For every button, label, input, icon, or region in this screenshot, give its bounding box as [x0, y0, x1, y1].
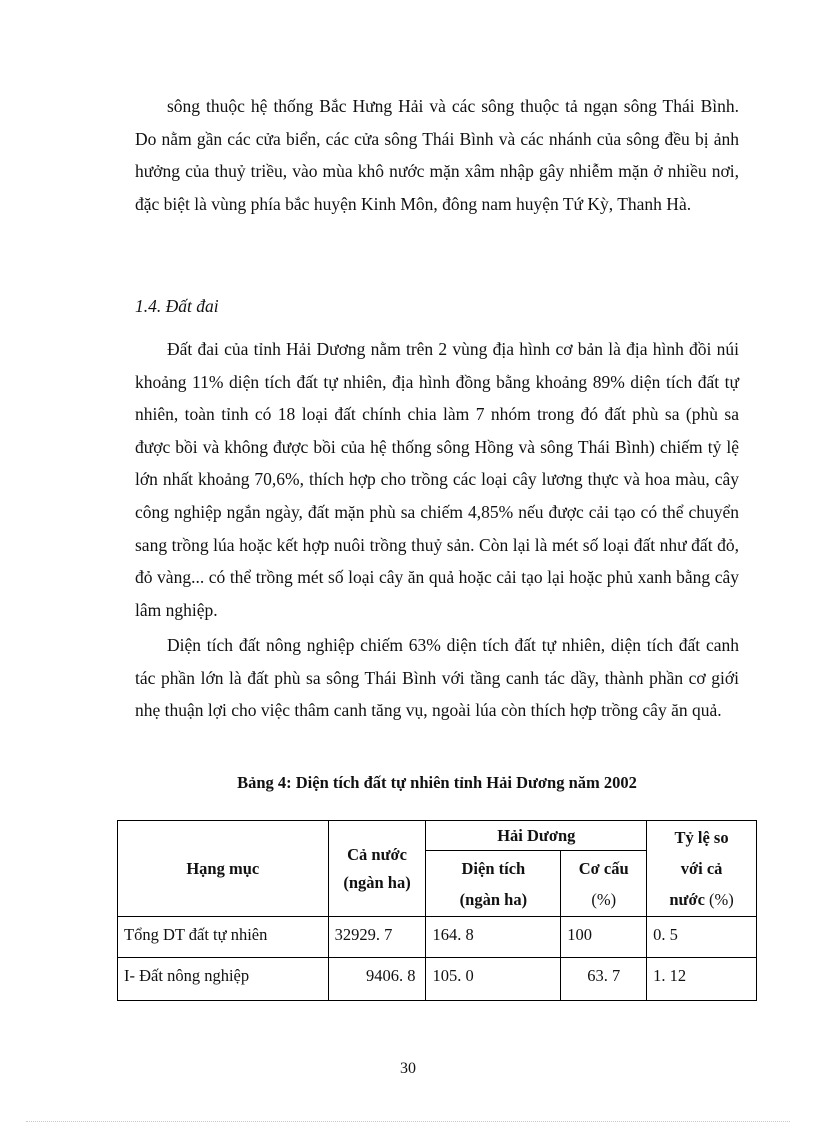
header-structure-line2: (%)	[591, 889, 617, 909]
paragraph-land-overview: Đất đai của tỉnh Hải Dương nằm trên 2 vùng địa hình cơ bản là địa hình đồi núi khoảng 11% diện tích đất tự nhiên, địa hình đồng bằng khoảng 89% diện tích đất tự nhiên, toàn tỉnh có 18 loại đất chính chia làm 7 nhóm trong đó đất phù sa (phù sa được bồi và không được bồi của hệ thống sông Hồng và sông Thái Bình) chiếm tỷ lệ lớn nhất khoảng 70,6%, thích hợp cho trồng các loại cây lương thực và hoa màu, cây công nghiệp ngắn ngày, đất mặn phù sa chiếm 4,85% nếu được cải tạo có thể chuyển sang trồng lúa hoặc kết hợp nuôi trồng thuỷ sản. Còn lại là mét số loại đất như đất đỏ, đỏ vàng... có thể trồng mét số loại cây ăn quả hoặc cải tạo lại hoặc phủ xanh bằng cây lâm nghiệp.	[135, 339, 739, 620]
cell-category: I- Đất nông nghiệp	[118, 958, 329, 1001]
land-area-table	[117, 820, 757, 1001]
header-ratio	[647, 821, 757, 917]
header-area-line2: (ngàn ha)	[459, 889, 528, 909]
header-area	[426, 851, 561, 917]
paragraph-agricultural-land: Diện tích đất nông nghiệp chiếm 63% diện tích đất tự nhiên, diện tích đất canh tác phần lớn là đất phù sa sông Thái Bình với tầng canh tác dầy, thành phần cơ giới nhẹ thuận lợi cho việc thâm canh tăng vụ, ngoài lúa còn thích hợp trồng cây ăn quả.	[135, 635, 739, 721]
cell-ratio: 1. 12	[647, 958, 757, 1001]
footer-dotted-line	[26, 1121, 790, 1122]
header-area-line1: Diện tích	[461, 858, 526, 878]
cell-category: Tổng DT đất tự nhiên	[118, 917, 329, 958]
cell-area: 164. 8	[426, 917, 561, 958]
header-ratio-unit: (%)	[709, 890, 734, 909]
cell-structure: 63. 7	[561, 958, 647, 1001]
header-ratio-line1: Tỷ lệ so	[674, 828, 729, 847]
header-hai-duong	[426, 821, 647, 851]
page-number: 30	[400, 1060, 416, 1077]
header-country	[328, 821, 426, 917]
section-heading-land: 1.4. Đất đai	[135, 296, 219, 316]
header-category	[118, 821, 329, 917]
paragraph-rivers: sông thuộc hệ thống Bắc Hưng Hải và các sông thuộc tả ngạn sông Thái Bình. Do nằm gần các cửa biển, các cửa sông Thái Bình và các nhánh của sông đều bị ảnh hưởng của thuỷ triều, vào mùa khô nước mặn xâm nhập gây nhiễm mặn ở nhiều nơi, đặc biệt là vùng phía bắc huyện Kinh Môn, đông nam huyện Tứ Kỳ, Thanh Hà.	[135, 96, 739, 214]
table-row	[118, 958, 757, 1001]
header-category-label: Hạng mục	[186, 858, 260, 878]
header-ratio-line2: với cả	[680, 859, 723, 878]
table-row	[118, 917, 757, 958]
table-caption: Bảng 4: Diện tích đất tự nhiên tỉnh Hải Dương năm 2002	[237, 773, 637, 792]
header-structure-line1: Cơ cấu	[578, 858, 629, 878]
cell-country: 32929. 7	[328, 917, 426, 958]
cell-ratio: 0. 5	[647, 917, 757, 958]
header-structure	[561, 851, 647, 917]
header-country-line2: (ngàn ha)	[343, 872, 411, 892]
cell-area: 105. 0	[426, 958, 561, 1001]
cell-structure: 100	[561, 917, 647, 958]
header-country-line1: Cả nước	[347, 844, 407, 864]
header-ratio-line3: nước	[669, 890, 705, 909]
header-hai-duong-label: Hải Dương	[497, 825, 576, 845]
cell-country: 9406. 8	[328, 958, 426, 1001]
